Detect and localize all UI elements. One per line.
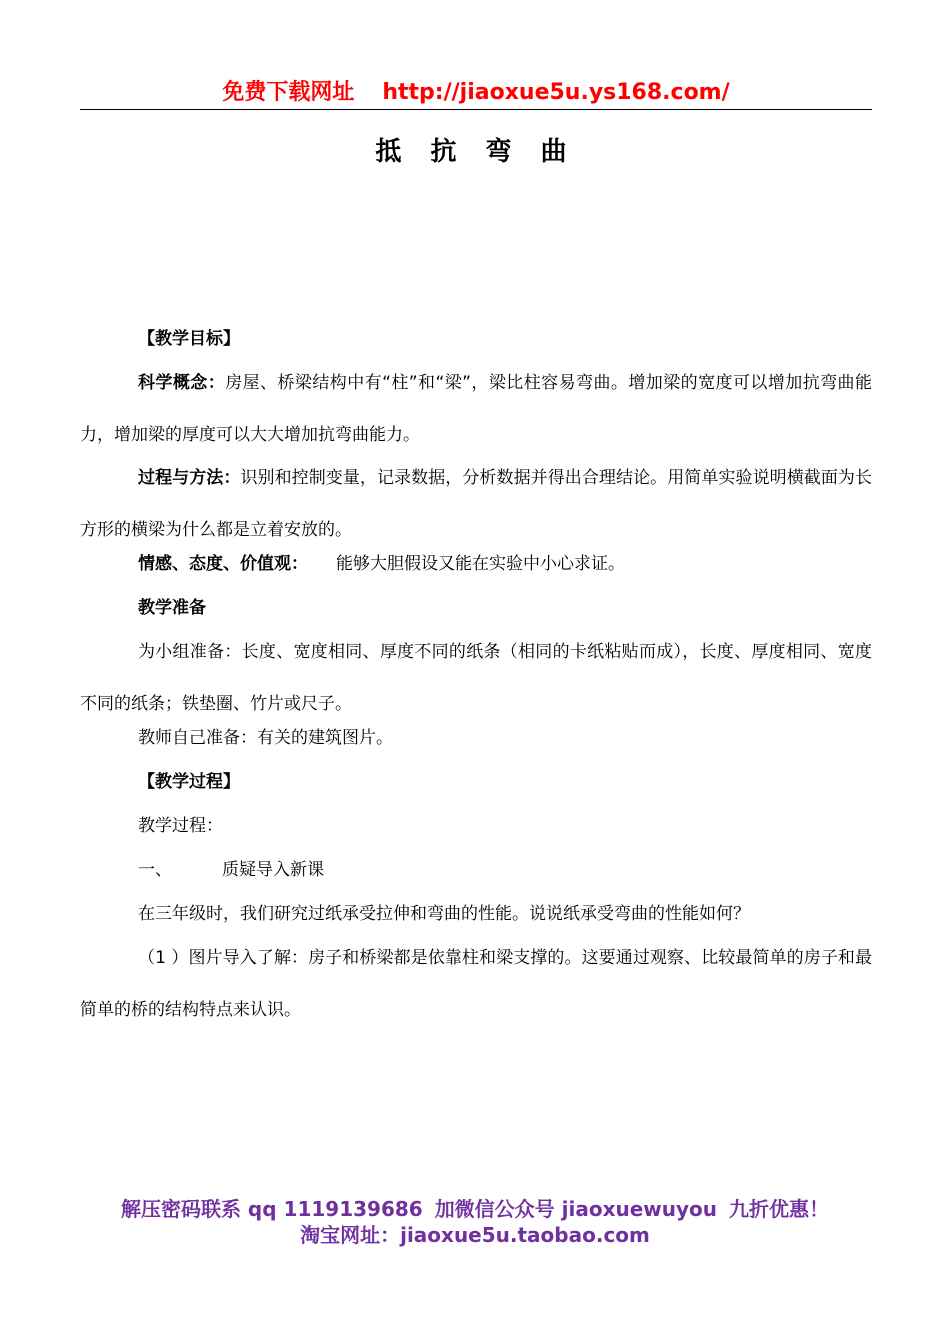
process-intro: 教学过程： — [138, 816, 223, 836]
page-footer — [60, 1196, 890, 1248]
footer-wechat: 加微信公众号 jiaoxuewuyou — [434, 1197, 718, 1221]
page-header — [80, 78, 872, 108]
footer-discount: 九折优惠！ — [729, 1197, 830, 1221]
concept-paragraph — [80, 357, 872, 461]
step-title: 质疑导入新课 — [222, 860, 324, 880]
document-title: 抵 抗 弯 曲 — [375, 137, 577, 167]
attitude-label: 情感、态度、价值观： — [138, 554, 308, 574]
process-heading: 【教学过程】 — [138, 772, 240, 792]
step-number: 一、 — [138, 860, 172, 880]
concept-label: 科学概念： — [138, 373, 226, 393]
header-url-link[interactable]: http://jiaoxue5u.ys168.com/ — [382, 80, 730, 105]
prep-teacher-paragraph: 教师自己准备：有关的建筑图片。 — [138, 728, 393, 748]
goals-heading: 【教学目标】 — [138, 329, 240, 349]
concept-text: 房屋、桥梁结构中有“柱”和“梁”，梁比柱容易弯曲。增加梁的宽度可以增加抗弯曲能力，增加梁的厚度可以大大增加抗弯曲能力。 — [80, 373, 872, 445]
step-heading — [80, 853, 872, 887]
attitude-paragraph — [80, 547, 872, 581]
prep-heading: 教学准备 — [138, 598, 206, 618]
paragraph-2: （1 ）图片导入了解：房子和桥梁都是依靠柱和梁支撑的。这要通过观察、比较最简单的房子和最简单的桥的结构特点来认识。 — [80, 948, 872, 1020]
method-paragraph — [80, 452, 872, 556]
document-body — [80, 322, 872, 1027]
prep-group-paragraph: 为小组准备：长度、宽度相同、厚度不同的纸条（相同的卡纸粘贴而成），长度、厚度相同、宽度不同的纸条；铁垫圈、竹片或尺子。 — [80, 642, 872, 714]
method-label: 过程与方法： — [138, 468, 241, 488]
footer-taobao-link[interactable]: 淘宝网址：jiaoxue5u.taobao.com — [300, 1223, 650, 1247]
attitude-text: 能够大胆假设又能在实验中小心求证。 — [336, 554, 625, 574]
paragraph-1: 在三年级时，我们研究过纸承受拉伸和弯曲的性能。说说纸承受弯曲的性能如何？ — [138, 904, 750, 924]
header-label: 免费下载网址 — [222, 80, 355, 105]
footer-contact: 解压密码联系 qq 1119139686 — [120, 1197, 423, 1221]
footer-line-1 — [60, 1196, 890, 1222]
header-divider — [80, 109, 872, 110]
method-text: 识别和控制变量，记录数据，分析数据并得出合理结论。用简单实验说明横截面为长方形的横梁为什么都是立着安放的。 — [80, 468, 873, 540]
